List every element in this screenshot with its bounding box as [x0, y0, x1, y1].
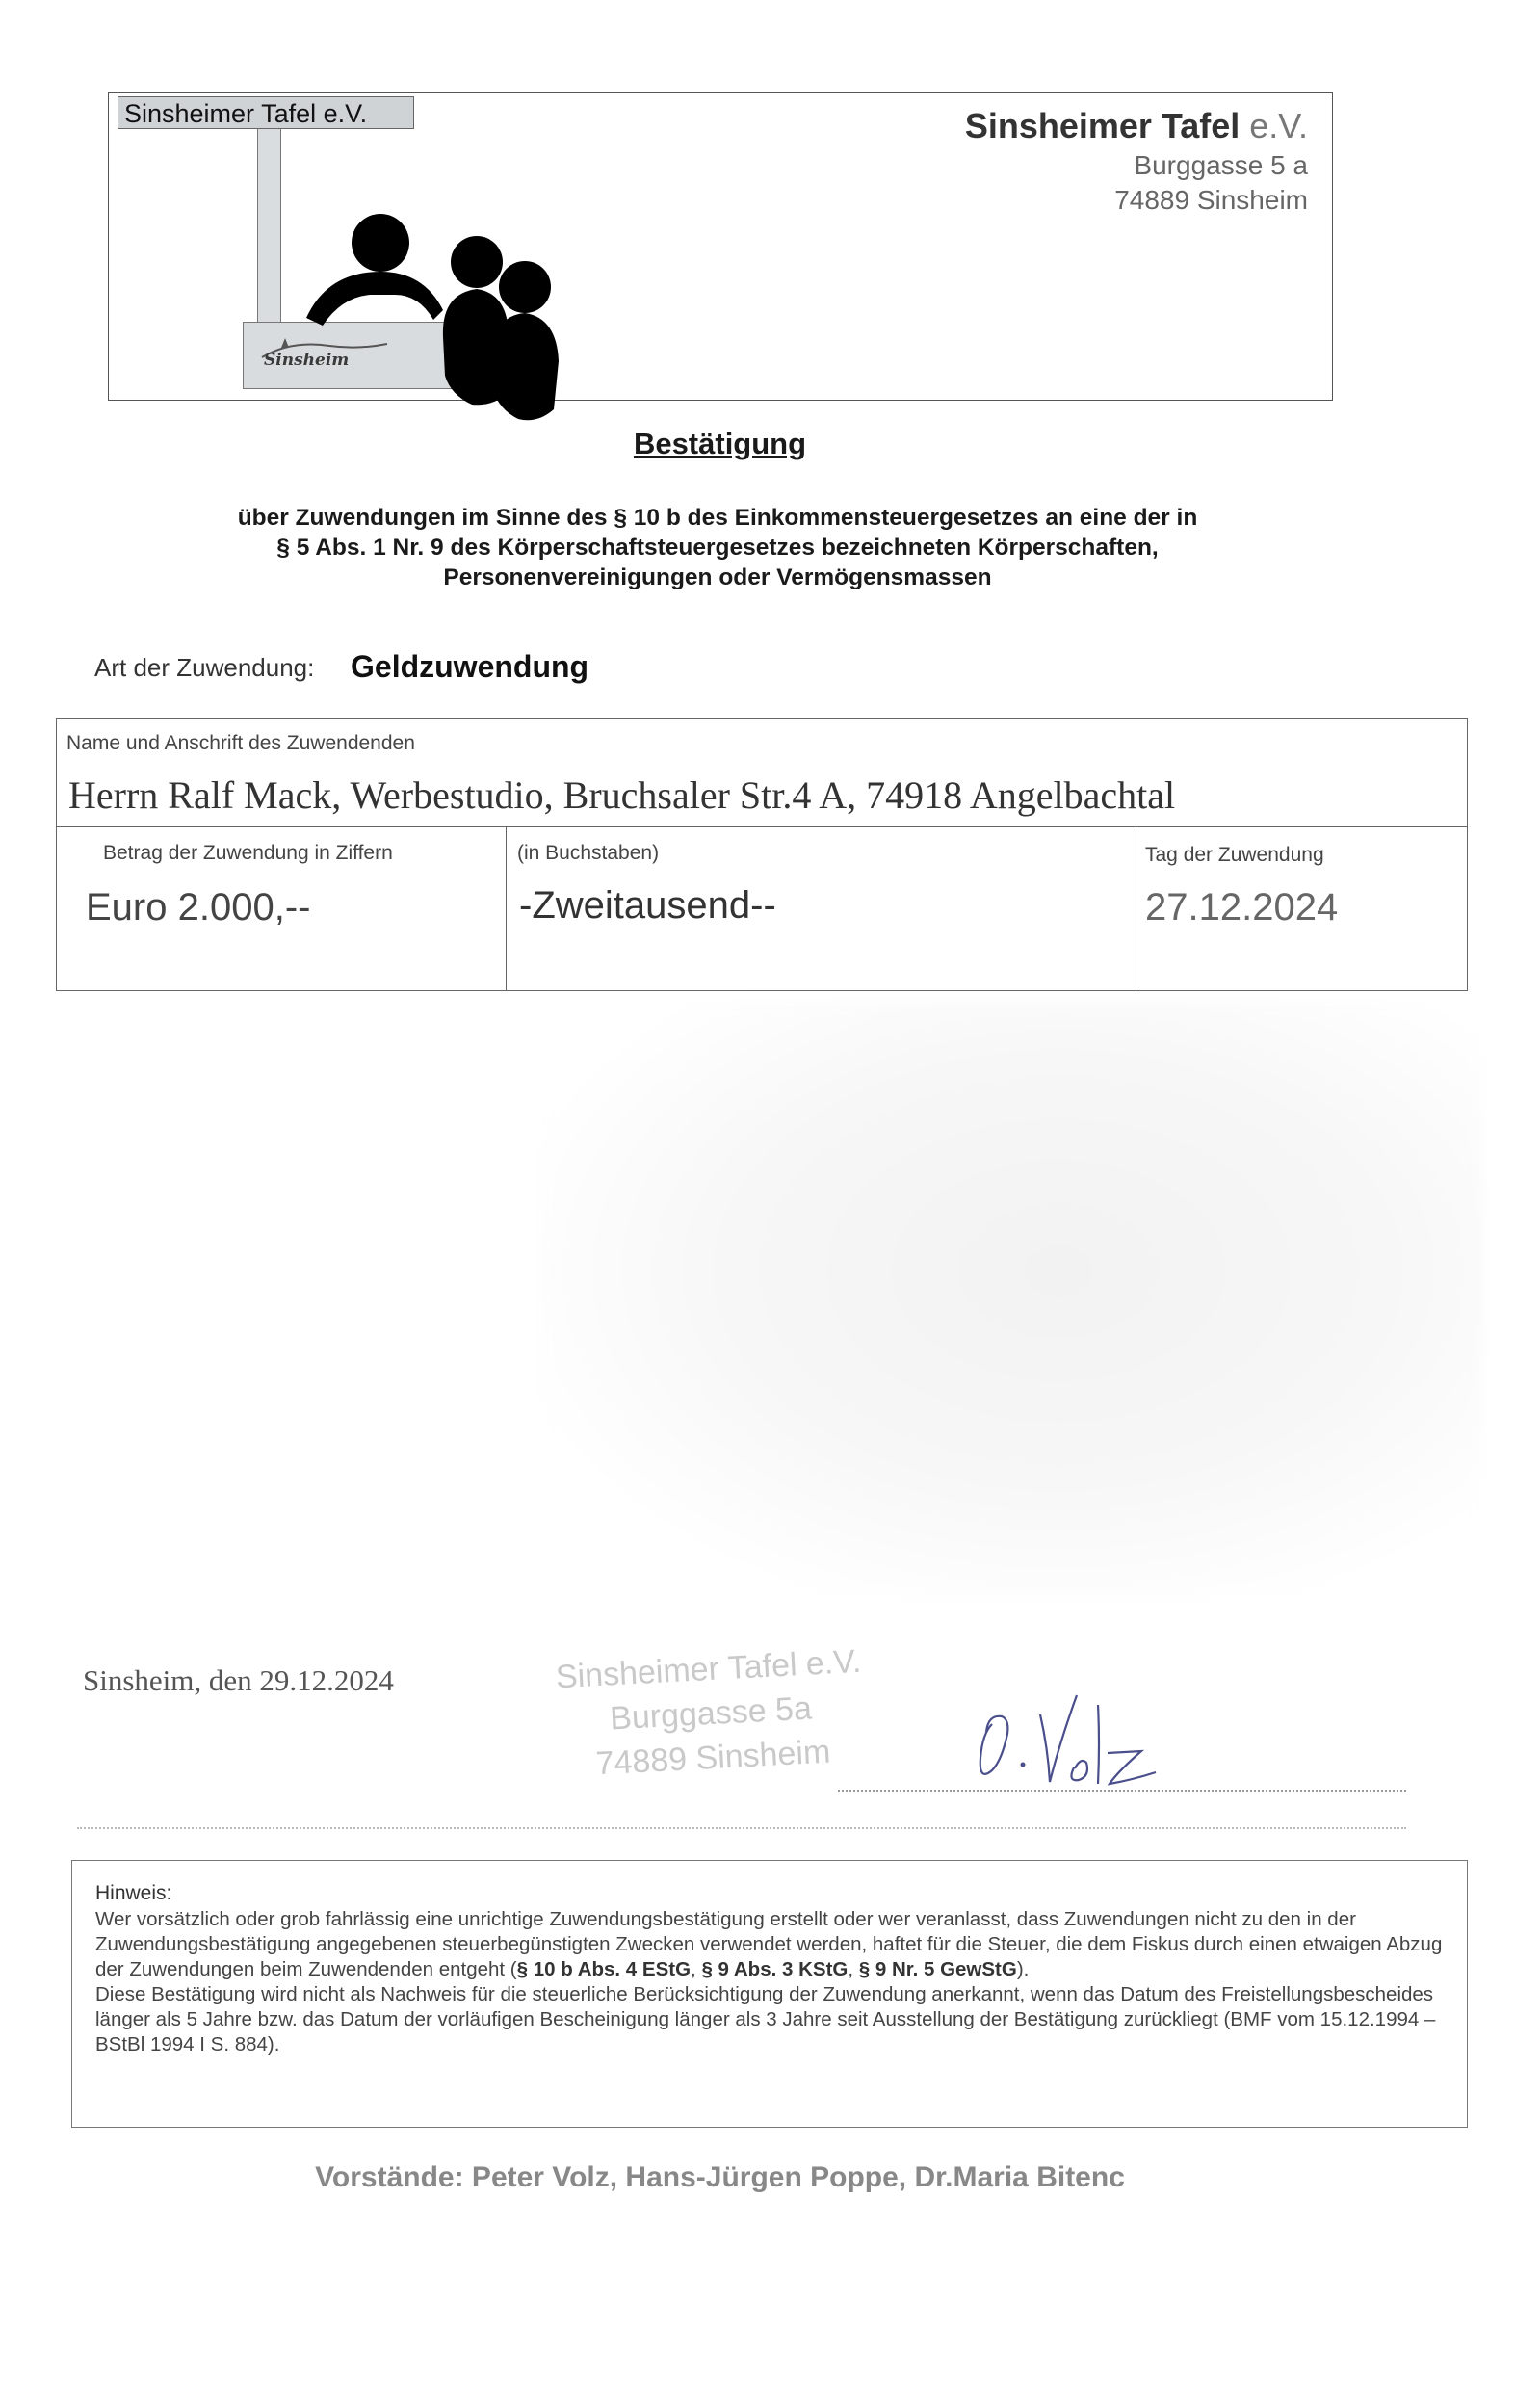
donation-date-label: Tag der Zuwendung — [1145, 844, 1324, 866]
org-name — [965, 106, 1308, 146]
notice-separator: ). — [1016, 1958, 1030, 1980]
board-members: Vorstände: Peter Volz, Hans-Jürgen Poppe, Dr.Maria Bitenc — [315, 2161, 1125, 2193]
logo-label: Sinsheimer Tafel e.V. — [118, 96, 414, 129]
notice-law-reference: § 9 Nr. 5 GewStG — [858, 1958, 1017, 1980]
document-title: Bestätigung — [633, 427, 807, 460]
intro-line-2: § 5 Abs. 1 Nr. 9 des Körperschaftsteuergesetzes bezeichneten Körperschaften, — [276, 535, 1159, 561]
blurred-region — [539, 1002, 1483, 1599]
org-name-main: Sinsheimer Tafel — [964, 106, 1241, 145]
notice-separator: , — [848, 1958, 859, 1980]
donation-date-value: 27.12.2024 — [1145, 886, 1339, 929]
notice-text — [95, 1907, 1444, 2057]
donor-name-value: Herrn Ralf Mack, Werbestudio, Bruchsaler Str.4 A, 74918 Angelbachtal — [68, 773, 1176, 817]
donation-type-label: Art der Zuwendung: — [94, 653, 315, 682]
intro-line-3: Personenvereinigungen oder Vermögensmassen — [443, 564, 992, 590]
org-street: Burggasse 5 a — [1134, 150, 1308, 180]
amount-digits-value: Euro 2.000,-- — [86, 886, 311, 929]
intro-line-1: über Zuwendungen im Sinne des § 10 b des Einkommensteuergesetzes an eine der in — [237, 505, 1198, 531]
separator-line — [77, 1827, 1406, 1829]
org-city: 74889 Sinsheim — [1114, 185, 1308, 215]
people-figures-icon — [289, 202, 568, 424]
stamp-line-2: Burggasse 5a — [609, 1689, 813, 1738]
stamp-line-3: 74889 Sinsheim — [594, 1733, 832, 1783]
notice-title: Hinweis: — [95, 1882, 172, 1904]
notice-paragraph-2: Diese Bestätigung wird nicht als Nachweis für die steuerliche Berücksichtigung der Zuwendung anerkannt, wenn das Datum des Freistellungsbescheides länger als 5 Jahre bzw. das Datum der vorläufigen Bescheinigung länger als 3 Jahre seit Ausstellung der Bestätigung zurückliegt (BMF vom 15.12.1994 – BStBl 1994 I S. 884). — [95, 1983, 1436, 2055]
donor-table — [56, 718, 1468, 991]
notice-law-reference: § 10 b Abs. 4 EStG — [516, 1958, 692, 1980]
notice-separator: , — [691, 1958, 702, 1980]
place-date: Sinsheim, den 29.12.2024 — [83, 1663, 394, 1697]
notice-paragraph-1: Wer vorsätzlich oder grob fahrlässig eine unrichtige Zuwendungsbestätigung erstellt oder wer veranlasst, dass Zuwendungen nicht zu den in der Zuwendungsbestätigung angegebenen steuerbegünstigten Zwecken verwendet werden, haftet für die Steuer, die dem Fiskus durch einen etwaigen Abzug der Zuwendungen beim Zuwendenden entgeht ( — [95, 1908, 1443, 1980]
donation-type-value: Geldzuwendung — [351, 649, 589, 684]
intro-text — [116, 503, 1319, 592]
notice-box — [71, 1860, 1468, 2128]
sinsheim-logo-text: Sinsheim — [264, 351, 350, 370]
amount-digits-label: Betrag der Zuwendung in Ziffern — [103, 842, 393, 864]
org-name-suffix: e.V. — [1249, 106, 1308, 145]
signature-icon — [963, 1676, 1185, 1801]
organization-stamp — [525, 1637, 898, 1790]
amount-words-value: -Zweitausend-- — [519, 884, 776, 927]
donor-name-label: Name und Anschrift des Zuwendenden — [66, 732, 415, 754]
table-divider — [57, 826, 1467, 827]
amount-words-label: (in Buchstaben) — [517, 842, 660, 864]
table-column-divider — [506, 826, 507, 990]
notice-law-reference: § 9 Abs. 3 KStG — [701, 1958, 849, 1980]
logo-bar — [257, 129, 281, 322]
stamp-line-1: Sinsheimer Tafel e.V. — [555, 1642, 863, 1696]
